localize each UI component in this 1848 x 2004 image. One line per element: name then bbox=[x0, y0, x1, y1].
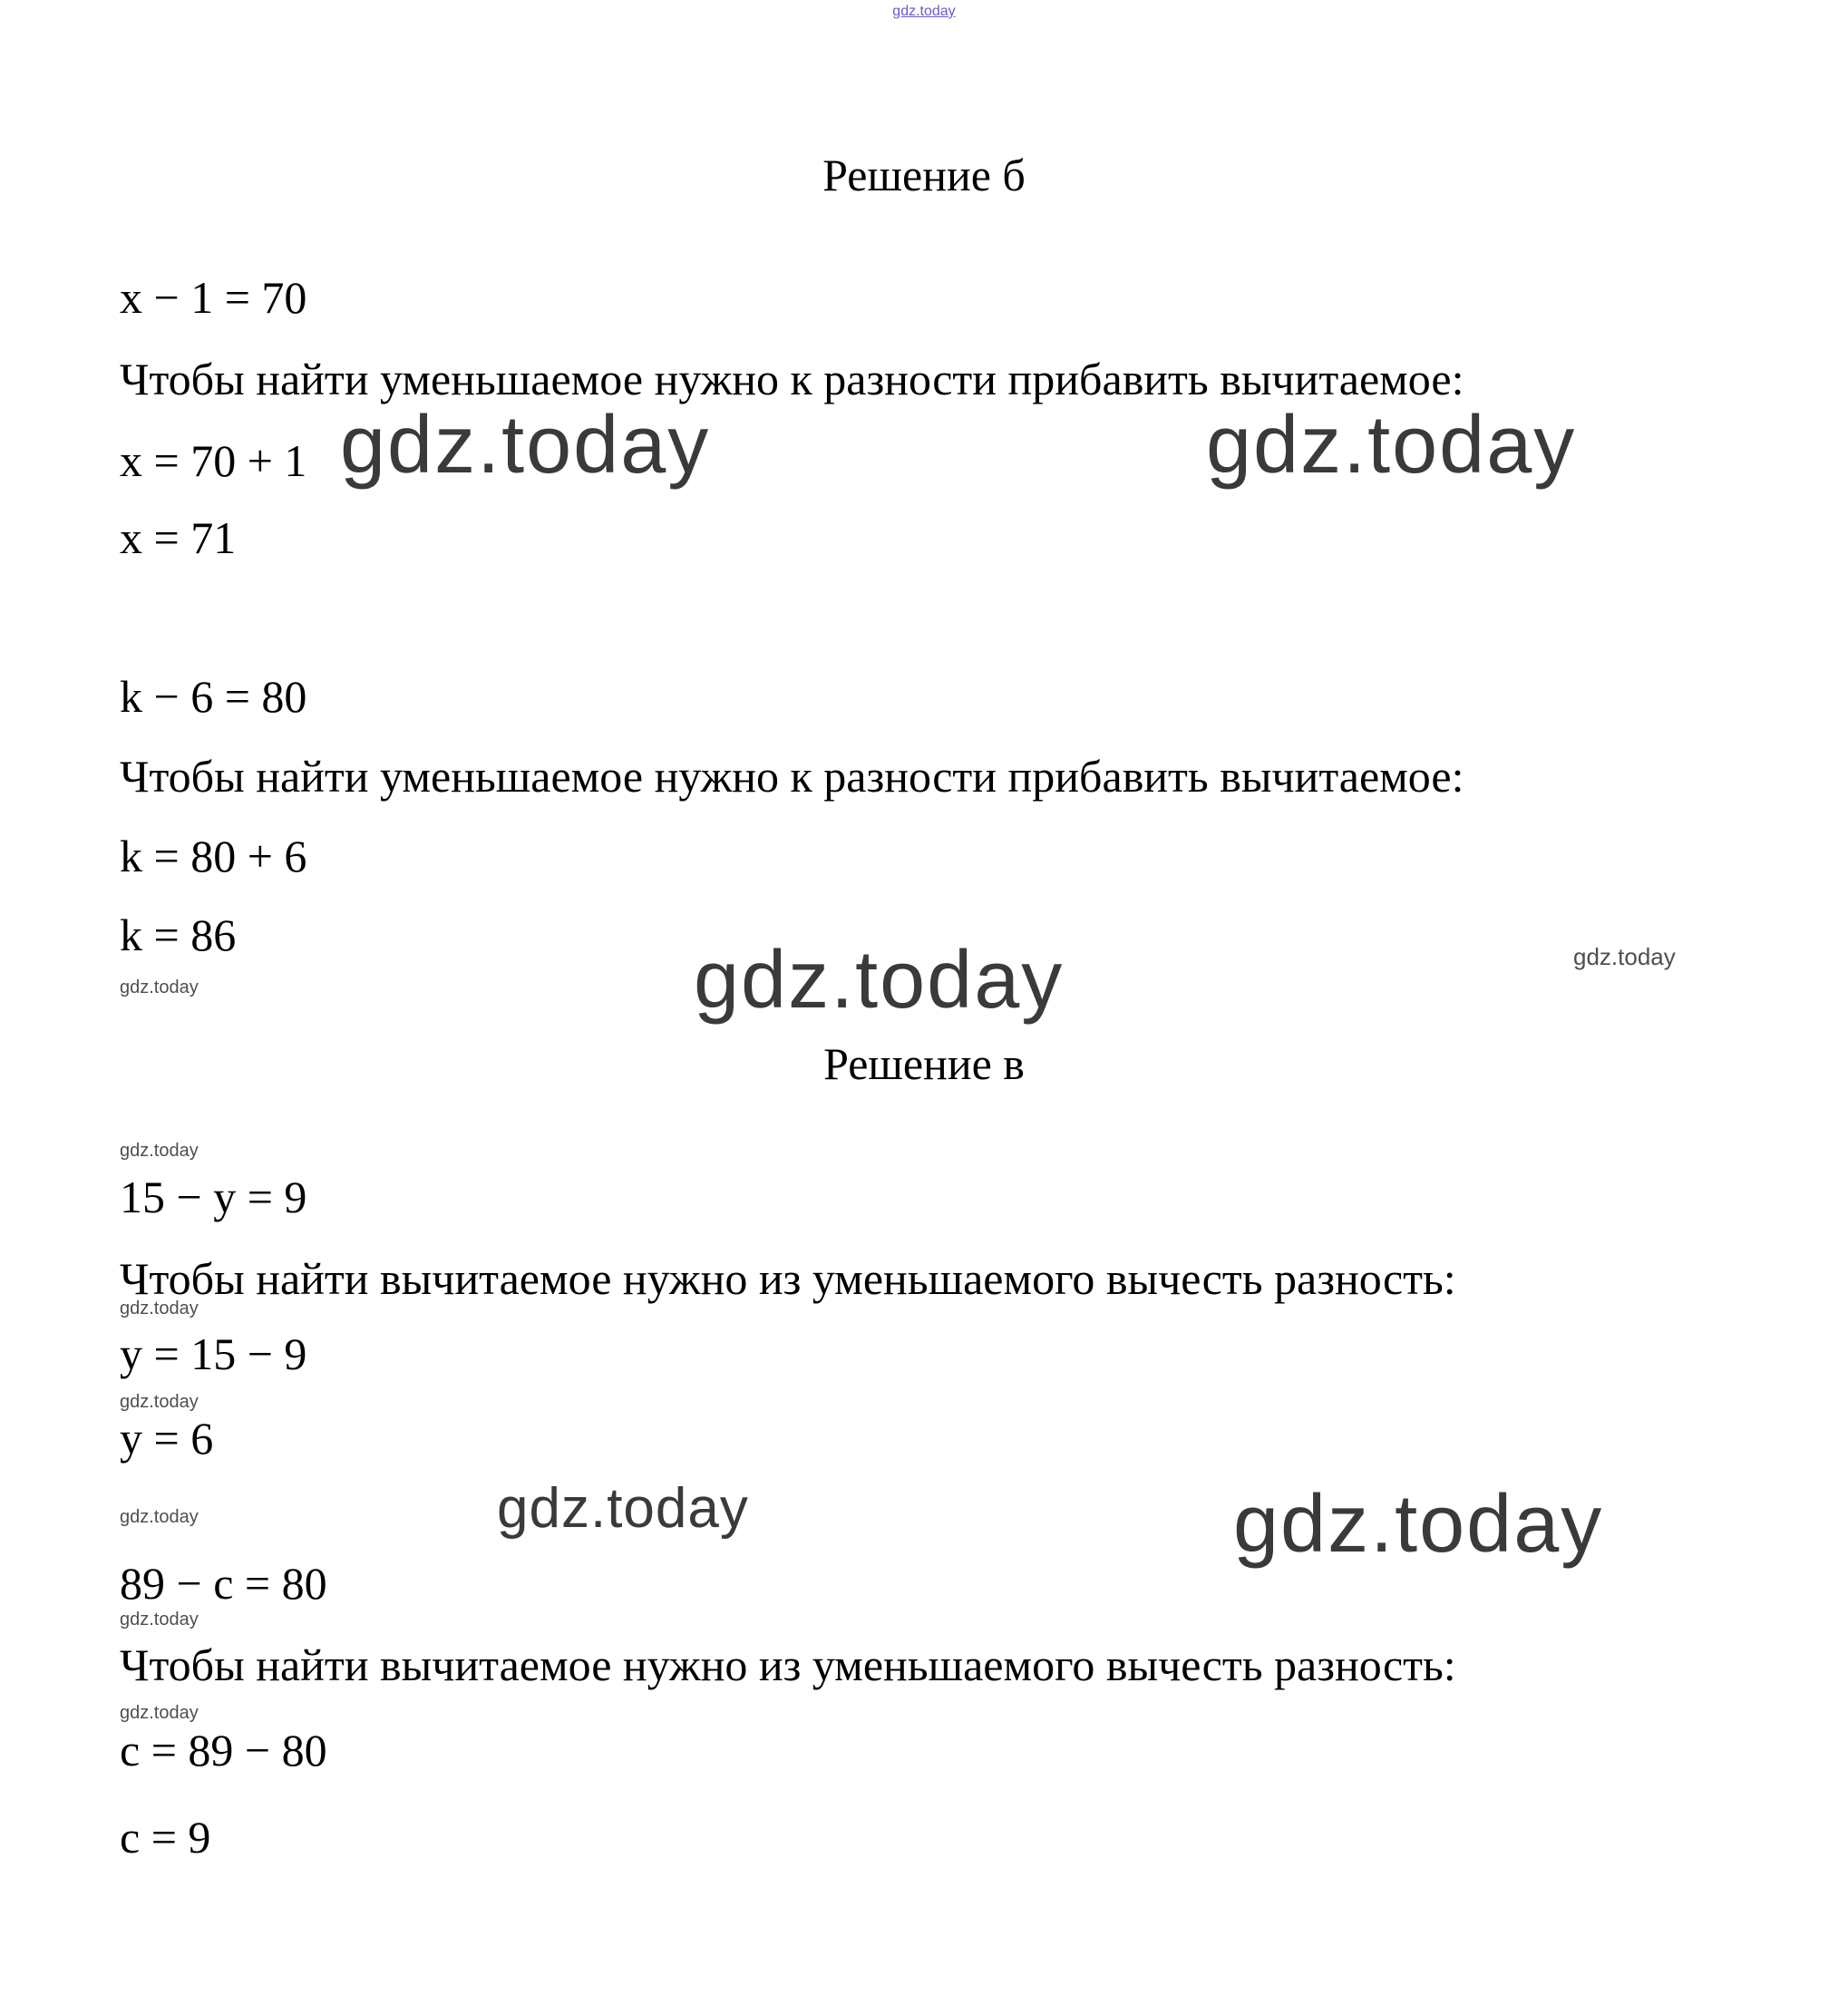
solution-v-heading: Решение в bbox=[823, 1038, 1025, 1089]
solution-b-heading: Решение б bbox=[822, 150, 1026, 200]
solution-v-equation-1: 15 − y = 9 bbox=[120, 1172, 307, 1222]
watermark-small-2: gdz.today bbox=[1573, 943, 1676, 970]
solution-v-result-1: y = 6 bbox=[120, 1413, 214, 1464]
solution-v-rule-2: Чтобы найти вычитаемое нужно из уменьшаемого вычесть разность: bbox=[120, 1639, 1456, 1690]
site-link[interactable]: gdz.today bbox=[892, 4, 956, 19]
solution-b-step-2: k = 80 + 6 bbox=[120, 831, 307, 881]
watermark-small-5: gdz.today bbox=[120, 1392, 199, 1412]
solution-v-result-2: c = 9 bbox=[120, 1812, 211, 1863]
watermark-small-3: gdz.today bbox=[120, 1141, 199, 1161]
solution-b-equation-2: k − 6 = 80 bbox=[120, 671, 307, 722]
solution-b-rule-1: Чтобы найти уменьшаемое нужно к разности прибавить вычитаемое: bbox=[120, 354, 1464, 404]
solution-b-result-2: k = 86 bbox=[120, 910, 237, 960]
solution-v-equation-2: 89 − c = 80 bbox=[120, 1558, 327, 1609]
watermark-large-3: gdz.today bbox=[694, 935, 1065, 1026]
solution-b-step-1: x = 70 + 1 bbox=[120, 435, 307, 486]
watermark-small-8: gdz.today bbox=[120, 1703, 199, 1723]
watermark-large-2: gdz.today bbox=[1206, 400, 1577, 491]
solution-b-rule-2: Чтобы найти уменьшаемое нужно к разности прибавить вычитаемое: bbox=[120, 751, 1464, 802]
watermark-large-4: gdz.today bbox=[1233, 1479, 1604, 1570]
solution-v-step-2: c = 89 − 80 bbox=[120, 1725, 327, 1775]
solution-b-equation-1: x − 1 = 70 bbox=[120, 272, 307, 323]
watermark-medium-1: gdz.today bbox=[497, 1477, 749, 1540]
watermark-small-6: gdz.today bbox=[120, 1507, 199, 1527]
watermark-small-1: gdz.today bbox=[120, 978, 199, 997]
watermark-large-1: gdz.today bbox=[340, 400, 711, 491]
solution-v-step-1: y = 15 − 9 bbox=[120, 1328, 307, 1379]
watermark-small-7: gdz.today bbox=[120, 1610, 199, 1629]
watermark-small-4: gdz.today bbox=[120, 1299, 199, 1318]
solution-b-result-1: x = 71 bbox=[120, 512, 237, 563]
solution-v-rule-1: Чтобы найти вычитаемое нужно из уменьшаемого вычесть разность: bbox=[120, 1253, 1456, 1304]
